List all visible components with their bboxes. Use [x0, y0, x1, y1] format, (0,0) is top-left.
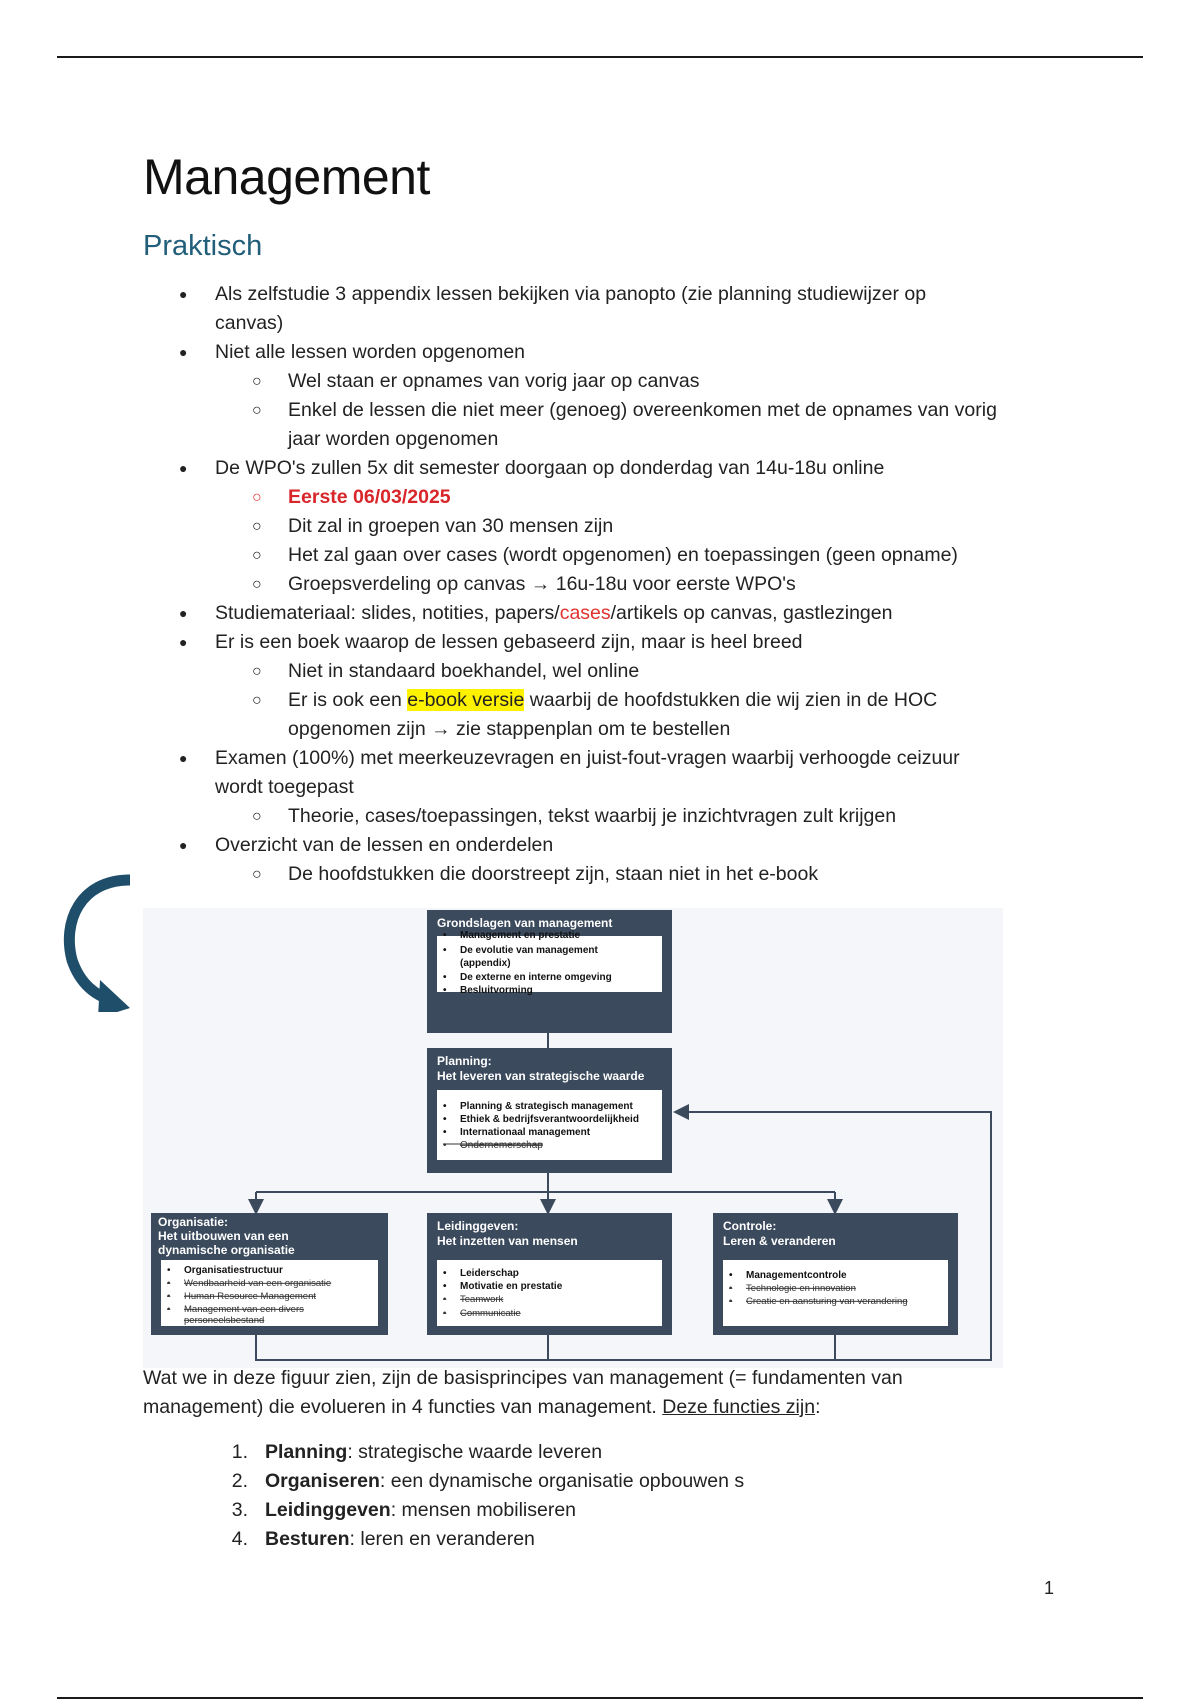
sub-list-item-date: ○ Eerste 06/03/2025	[252, 486, 451, 508]
svg-text:Het leveren van strategische w: Het leveren van strategische waarde	[437, 1069, 645, 1083]
list-item: ● Studiemateriaal: slides, notities, papers/cases/artikels op canvas, gastlezingen	[179, 602, 893, 624]
sub-list-item: ○ Enkel de lessen die niet meer (genoeg) overeenkomen met de opnames van vorig	[252, 399, 997, 421]
svg-text:Organisatie:: Organisatie:	[158, 1215, 229, 1229]
svg-text:Het inzetten van mensen: Het inzetten van mensen	[437, 1234, 578, 1248]
list-item: 3. Leidinggeven: mensen mobiliseren	[231, 1499, 577, 1521]
svg-text:Ethiek & bedrijfsverantwoordel: Ethiek & bedrijfsverantwoordelijkheid	[460, 1114, 639, 1125]
svg-text:dynamische organisatie: dynamische organisatie	[158, 1243, 295, 1257]
page-title: Management	[143, 149, 430, 205]
list-item: 4. Besturen: leren en veranderen	[231, 1528, 535, 1550]
svg-text:Communicatie: Communicatie	[460, 1308, 521, 1319]
svg-text:Leidinggeven:: Leidinggeven:	[437, 1219, 519, 1233]
sub-list-item: ○ Wel staan er opnames van vorig jaar op canvas	[252, 370, 700, 392]
svg-text:Leiderschap: Leiderschap	[460, 1268, 519, 1279]
sub-list-item: ○ Dit zal in groepen van 30 mensen zijn	[252, 515, 614, 537]
svg-text:Creatie en aansturing van vera: Creatie en aansturing van verandering	[746, 1296, 908, 1307]
svg-text:De evolutie van management: De evolutie van management	[460, 945, 598, 956]
sub-list-item: ○ Groepsverdeling op canvas → 16u-18u voor eerste WPO's	[252, 573, 796, 595]
sub-list-item: ○ De hoofdstukken die doorstreept zijn, staan niet in het e-book	[252, 863, 819, 885]
svg-text:Managementcontrole: Managementcontrole	[746, 1270, 847, 1281]
svg-text:Planning & strategisch managem: Planning & strategisch management	[460, 1101, 633, 1112]
leadership-box	[427, 1213, 672, 1335]
svg-text:Planning:: Planning:	[437, 1054, 492, 1068]
functions-list	[143, 1438, 744, 1554]
svg-text:•: •	[443, 1294, 447, 1305]
svg-text:Teamwork: Teamwork	[460, 1294, 504, 1305]
svg-text:Ondernemerschap: Ondernemerschap	[460, 1140, 543, 1151]
svg-text:•: •	[443, 1114, 447, 1125]
list-item: ● De WPO's zullen 5x dit semester doorgaan op donderdag van 14u-18u online	[179, 457, 885, 479]
svg-text:personeelsbestand: personeelsbestand	[184, 1315, 265, 1326]
svg-text:•: •	[167, 1265, 171, 1276]
list-item: ● Als zelfstudie 3 appendix lessen bekijken via panopto (zie planning studiewijzer op	[179, 283, 927, 305]
organisation-box	[151, 1213, 388, 1335]
svg-text:De externe en interne omgeving: De externe en interne omgeving	[460, 972, 612, 983]
svg-text:•: •	[167, 1304, 171, 1315]
svg-text:•: •	[443, 985, 447, 996]
svg-text:Motivatie en prestatie: Motivatie en prestatie	[460, 1281, 563, 1292]
svg-text:Leren & veranderen: Leren & veranderen	[723, 1234, 836, 1248]
svg-text:Management van een divers: Management van een divers	[184, 1304, 304, 1315]
control-box	[713, 1213, 958, 1335]
list-item: ● Examen (100%) met meerkeuzevragen en juist-fout-vragen waarbij verhoogde ceizuur	[179, 747, 960, 769]
svg-text:Internationaal management: Internationaal management	[460, 1127, 591, 1138]
page-number: 1	[1044, 1578, 1055, 1598]
svg-text:•: •	[443, 1308, 447, 1319]
svg-text:•: •	[729, 1296, 733, 1307]
planning-box	[427, 1048, 672, 1173]
bottom-rule	[57, 1697, 1143, 1699]
svg-text:Management en prestatie: Management en prestatie	[460, 930, 581, 941]
svg-text:•: •	[443, 1268, 447, 1279]
svg-text:•: •	[443, 1140, 447, 1151]
sub-list-item: ○ Er is ook een e-book versie waarbij de hoofdstukken die wij zien in de HOC	[252, 689, 938, 711]
list-item: ● Er is een boek waarop de lessen gebaseerd zijn, maar is heel breed	[179, 631, 803, 653]
svg-text:•: •	[729, 1270, 733, 1281]
svg-text:•: •	[167, 1291, 171, 1302]
svg-text:Technologie en innovation: Technologie en innovation	[746, 1283, 856, 1294]
svg-text:•: •	[443, 1127, 447, 1138]
svg-text:Het uitbouwen van een: Het uitbouwen van een	[158, 1229, 289, 1243]
svg-text:Organisatiestructuur: Organisatiestructuur	[184, 1265, 283, 1276]
svg-text:•: •	[443, 1101, 447, 1112]
foundations-box	[427, 910, 672, 1033]
section-heading: Praktisch	[143, 230, 263, 262]
svg-text:•: •	[729, 1283, 733, 1294]
svg-text:•: •	[443, 945, 447, 956]
svg-text:•: •	[443, 1281, 447, 1292]
figure-caption: Wat we in deze figuur zien, zijn de basisprincipes van management (= fundamenten van management) die evolueren in 4 functies van management. Deze functies zijn:	[143, 1367, 903, 1418]
sub-list-item: ○ Niet in standaard boekhandel, wel online	[252, 660, 640, 682]
svg-text:Controle:: Controle:	[723, 1219, 777, 1233]
curved-arrow-icon	[62, 872, 134, 1012]
list-item: 2. Organiseren: een dynamische organisatie opbouwen s	[231, 1470, 745, 1492]
svg-text:Grondslagen van management: Grondslagen van management	[437, 916, 613, 930]
svg-text:(appendix): (appendix)	[460, 958, 511, 969]
list-item: canvas)	[215, 312, 284, 334]
bullet-list	[143, 280, 1073, 889]
list-item: ● Niet alle lessen worden opgenomen	[179, 341, 526, 363]
list-item: wordt toegepast	[215, 776, 354, 798]
highlighted-text: e-book versie	[407, 689, 525, 711]
svg-text:Besluitvorming: Besluitvorming	[460, 985, 533, 996]
sub-list-item: ○ Theorie, cases/toepassingen, tekst waarbij je inzichtvragen zult krijgen	[252, 805, 897, 827]
svg-text:•: •	[167, 1278, 171, 1289]
list-item: ● Overzicht van de lessen en onderdelen	[179, 834, 554, 856]
top-rule	[57, 56, 1143, 58]
svg-text:Wendbaarheid van een organisat: Wendbaarheid van een organisatie	[184, 1278, 332, 1289]
management-functions-diagram	[143, 908, 1003, 1368]
svg-text:•: •	[443, 930, 447, 941]
sub-list-item: ○ Het zal gaan over cases (wordt opgenomen) en toepassingen (geen opname)	[252, 544, 958, 566]
svg-text:•: •	[443, 972, 447, 983]
sub-list-item: jaar worden opgenomen	[288, 428, 499, 450]
sub-list-item: opgenomen zijn → zie stappenplan om te bestellen	[288, 718, 731, 740]
list-item: 1. Planning: strategische waarde leveren	[231, 1441, 603, 1463]
svg-text:Human Resource Management: Human Resource Management	[184, 1291, 317, 1302]
